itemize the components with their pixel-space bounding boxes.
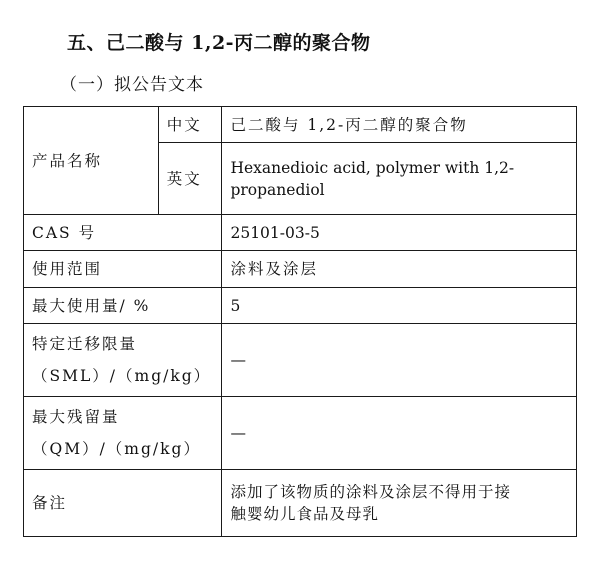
cas-label: CAS 号 — [24, 215, 222, 251]
max-usage-value: 5 — [222, 288, 577, 324]
additive-info-table — [23, 106, 577, 537]
sml-label-line2: （SML）/（mg/kg） — [32, 367, 212, 385]
table-row-max-usage — [24, 288, 577, 324]
sml-value: — — [222, 324, 577, 397]
qm-label-line1: 最大残留量 — [32, 408, 120, 426]
scope-value: 涂料及涂层 — [222, 251, 577, 288]
sml-label — [24, 324, 222, 397]
qm-value: — — [222, 397, 577, 470]
scope-label: 使用范围 — [24, 251, 222, 288]
qm-label-line2: （QM）/（mg/kg） — [32, 440, 201, 458]
table-row-scope — [24, 251, 577, 288]
sml-label-line1: 特定迁移限量 — [32, 335, 138, 353]
table-row-product-name-zh — [24, 107, 577, 143]
remarks-line1: 添加了该物质的涂料及涂层不得用于接 — [230, 483, 511, 501]
chinese-name-value: 己二酸与 1,2-丙二醇的聚合物 — [222, 107, 577, 143]
table-row-sml — [24, 324, 577, 397]
table-row-qm — [24, 397, 577, 470]
remarks-line2: 触婴幼儿食品及母乳 — [230, 505, 379, 523]
product-name-label: 产品名称 — [24, 107, 159, 215]
max-usage-label: 最大使用量/ % — [24, 288, 222, 324]
section-title: 五、己二酸与 1,2-丙二醇的聚合物 — [67, 32, 371, 54]
english-name-value — [222, 143, 577, 215]
table-row-remarks — [24, 470, 577, 537]
qm-label — [24, 397, 222, 470]
chinese-label: 中文 — [158, 107, 222, 143]
table-row-cas — [24, 215, 577, 251]
remarks-value — [222, 470, 577, 537]
subsection-title: （一）拟公告文本 — [60, 75, 204, 95]
english-label: 英文 — [158, 143, 222, 215]
remarks-label: 备注 — [24, 470, 222, 537]
english-name-line2: propanediol — [230, 180, 325, 199]
english-name-line1: Hexanedioic acid, polymer with 1,2- — [230, 158, 515, 177]
cas-value: 25101-03-5 — [222, 215, 577, 251]
